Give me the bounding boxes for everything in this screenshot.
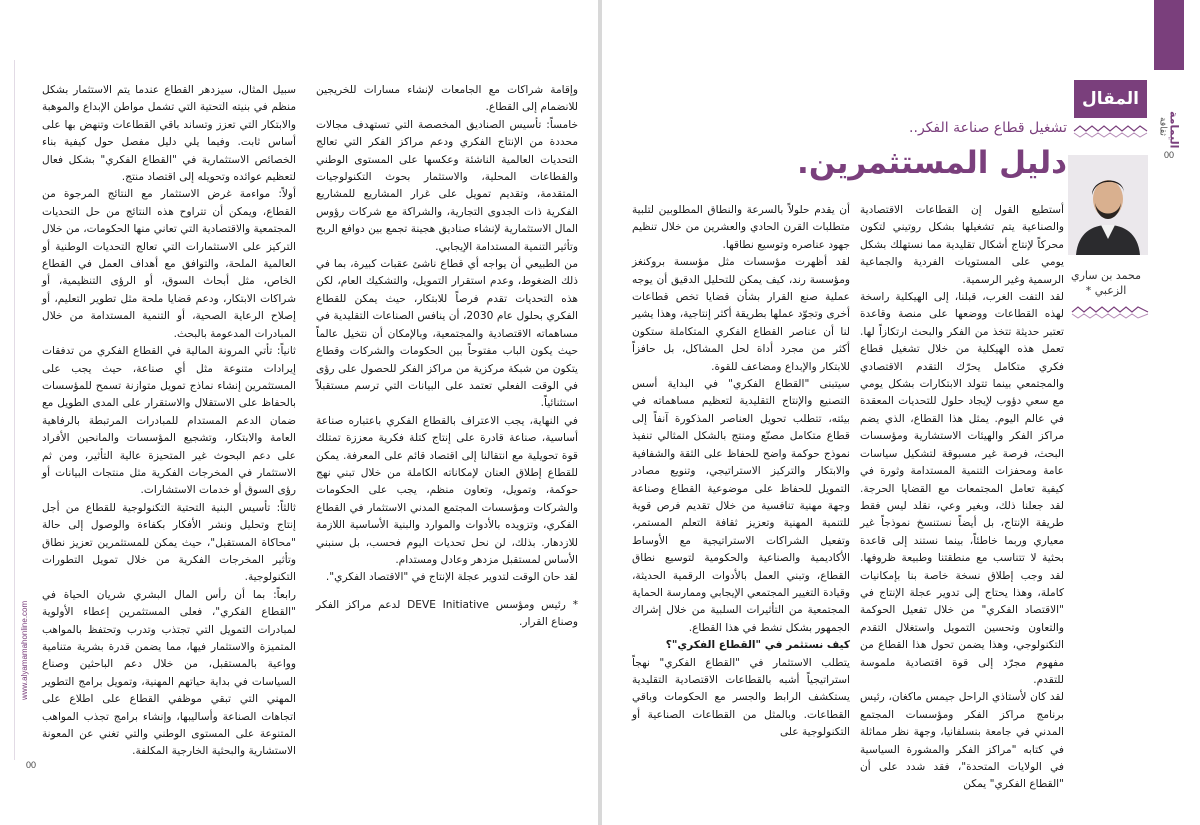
article-column-right-2 xyxy=(632,202,850,762)
paragraph-spacer xyxy=(316,587,578,597)
article-headline: دليل المستثمرين. xyxy=(797,145,1067,181)
paragraph: سبيل المثال، سيزدهر القطاع عندما يتم الاستثمار بشكل منظم في بنيته التحتية التي تشمل مواطن الإبداع والموهبة والابتكار التي تعزز وتساند باقي القطاعات وتنهض بها على أساس ثابت. وفيما يلي دليل مفصل حول كيفية بناء الخصائص الاستثمارية في "القطاع الفكري" بشكل فعال لتعظيم عوائده وتحويله إلى اقتصاد منتج. xyxy=(42,84,296,184)
paragraph: أستطيع القول إن القطاعات الاقتصادية والصناعية يتم تشغيلها بشكل روتيني لتكون محركاً لإنتاج أشكال تقليدية مما نستهلك بشكل يومي على المستويات الفردية والجماعية الرسمية وغير الرسمية. xyxy=(860,204,1064,286)
article-column-right-1 xyxy=(860,202,1064,791)
paragraph: ثالثاً: تأسيس البنية التحتية التكنولوجية للقطاع من أجل إنتاج وتحليل ونشر الأفكار بكفاءة والوصول إلى حالة "محاكاة المستقبل"، حيث يمكن للمستثمرين تعزيز نطاق وتأثير المخرجات الفكرية من خلال تمويل التطورات التكنولوجية. xyxy=(42,501,296,584)
paragraph: من الطبيعي أن يواجه أي قطاع ناشئ عقبات كبيرة، بما في ذلك الضغوط، وعدم استقرار التمويل، والتشكيك العام، لكن هذه التحديات تقدم فرصاً للابتكار، حيث يمكن للقطاع الفكري بحلول عام 2030، أن ينافس الصناعات التقليدية في مساهماته الاقتصادية والمجتمعية، وبالإمكان أن نتخيل عالماً حيث يكون الباب مفتوحاً بين الحكومات والشركات وقطاع يتكون من شبكة مركزية من مراكز الفكر للحصول على رؤى في الوقت الفعلي تعتمد على البيانات التي ترسم مستقبلاً استثنائياً. xyxy=(316,258,578,410)
article-title-block xyxy=(742,110,1067,190)
paragraph: في النهاية، يجب الاعتراف بالقطاع الفكري باعتباره صناعة أساسية، صناعة قادرة على إنتاج كتلة فكرية معززة تمتلك قوة تحويلية مع انتقالنا إلى اقتصاد قائم على المعرفة. يمكن للقطاع إطلاق العنان لإمكاناته الكاملة من خلال تبني نهج حوكمة، وتمويل، وتعاون منظم، يجب على الحكومات والشركات ومؤسسات المجتمع المدني الاستثمار في القطاع الفكري، وتزويده بالأدوات والموارد والبنية الأساسية اللازمة للازدهار. بذلك، لن نحل تحديات اليوم فحسب، بل سنبني الأساس لمستقبل مزدهر وعادل ومستدام. xyxy=(316,414,578,566)
brand-section: ثقافة xyxy=(1157,116,1168,136)
paragraph: خامساً: تأسيس الصناديق المخصصة التي تستهدف مجالات محددة من الإنتاج الفكري ودعم مراكز الفكر التي تعالج التحديات العالمية الناشئة وعكسها على المستوى الوطني والقطاعات المحلية، والاستثمار بحوث التكنولوجيات المتقدمة، وتقديم تمويل على غرار المشاريع للمشاريع الفكرية ذات الجدوى التجارية، والشراكة مع شركات رؤوس المال الاستثمارية لإنشاء صناديق هجينة تجمع بين دوافع الربح وتأثير التنمية المستدامة الإيجابي. xyxy=(316,118,578,253)
section-label: المقال xyxy=(1074,80,1147,118)
ornament-divider-icon xyxy=(1074,124,1147,138)
author-photo xyxy=(1068,155,1148,255)
paragraph: يتطلب الاستثمار في "القطاع الفكري" نهجاً استراتيجياً أشبه بالقطاعات الاقتصادية التقليدية يستكشف الرابط والجسر مع الحكومات وباقي القطاعات. وبالمثل من القطاعات الصناعية أو التكنولوجية على xyxy=(632,656,850,739)
subheading: كيف نستثمر في "القطاع الفكري"؟ xyxy=(665,639,850,652)
paragraph: رابعاً: بما أن رأس المال البشري شريان الحياة في "القطاع الفكري"، فعلى المستثمرين إعطاء الأولوية لمبادرات التمويل التي تجتذب وتدرب وتحتفظ بالمواهب المتميزة والاستثمار فيها، مما يضمن قدرة بشرية متنامية وواعية بالمستقبل، من خلال دعم الباحثين وصناع السياسات في بداية حياتهم المهنية، وتمويل برامج التطوير المهني التي تبقي موظفي القطاع على اطلاع على اتجاهات الصناعة وأساليبها، وإنشاء برامج تجذب المواهب المتنوعة على المستوى الوطني والتي تغني عن المعونة الاستشارية والبحثية الخارجية المكلفة. xyxy=(42,588,296,758)
article-column-left-1 xyxy=(42,82,296,758)
article-kicker: تشغيل قطاع صناعة الفكر.. xyxy=(909,120,1067,136)
paragraph: لقد حان الوقت لتدوير عجلة الإنتاج في "الاقتصاد الفكري". xyxy=(325,571,578,584)
brand-name: اليمامة xyxy=(1167,111,1181,149)
paragraph: أن يقدم حلولاً بالسرعة والنطاق المطلوبين لتلبية متطلبات القرن الحادي والعشرين من خلال تنظيم جهود عناصره وتوسيع نطاقها. xyxy=(632,204,850,251)
author-name: محمد بن ساري الزعبي * xyxy=(1070,269,1142,297)
ornament-divider-icon xyxy=(1072,305,1148,319)
gutter-rule xyxy=(14,60,15,760)
right-page xyxy=(602,0,1200,825)
paragraph: وإقامة شراكات مع الجامعات لإنشاء مسارات للخريجين للانضمام إلى القطاع. xyxy=(316,84,578,114)
author-footnote: * رئيس ومؤسس DEVE Initiative لدعم مراكز الفكر وصناع القرار. xyxy=(316,598,579,629)
magazine-brand xyxy=(1154,70,1184,190)
website-url[interactable]: www.alyamamahonline.com xyxy=(20,600,29,700)
page-number: 00 xyxy=(1164,150,1175,160)
side-strip-accent xyxy=(1154,0,1184,70)
article-column-left-2 xyxy=(316,82,578,742)
paragraph: أولاً: مواءمة غرض الاستثمار مع النتائج المرجوة من القطاع، ويمكن أن تتراوح هذه النتائج من حل التحديات المجتمعية والاقتصادية التي تعاني منها الحكومات، من خلال التركيز على الاستثمارات التي تعالج التحديات الوطنية أو العالمية الملحة، والتوافق مع أهداف العمل في القطاع الخاص، مثل أبحاث السوق، أو الرؤى التنظيمية، أو شراكات الابتكار، ودعم قضايا ملحة مثل تطوير التعليم، أو إصلاح الرعاية الصحية، أو التنمية المستدامة من خلال المبادرات المدعومة بالبحث. xyxy=(42,188,296,340)
page-number: 00 xyxy=(26,760,37,770)
paragraph: لقد أظهرت مؤسسات مثل مؤسسة بروكنغز ومؤسسة رند، كيف يمكن للتحليل الدقيق أن يوجه عملية صنع القرار بشأن قضايا تخص قطاعات أخرى وتجوّد عملها بطريقة أكثر إنتاجية، وهذا يشير لنا أن عناصر القطاع الفكري المتكاملة ستكون أكثر من مجرد أداة لحل المشاكل، بل حافزاً للابتكار والإبداع ومضاعف للقوة. xyxy=(632,256,850,373)
paragraph: ثانياً: تأتي المرونة المالية في القطاع الفكري من تدفقات إيرادات متنوعة مثل أي صناعة، حيث يجب على المستثمرين إنشاء نماذج تمويل متوازنة تسمح للمؤسسات بالحفاظ على الاستقلال والاستقرار على المدى الطويل مع ضمان الدعم المستدام للمبادرات المرتبطة بالرفاهية العامة والابتكار، وتشجيع المؤسسات والمانحين الأفراد على دعم البحوث غير المتحيزة عالية التأثير، ومن ثم الاستثمار في المخرجات الفكرية مثل منتجات البيانات أو رؤى السوق أو خدمات الاستشارات. xyxy=(42,345,296,497)
paragraph: سيتبنى "القطاع الفكري" في البداية أسس التصنيع والإنتاج التقليدية لتعظيم مساهماته في بيئته، تتطلب تحويل العناصر المذكورة آنفاً إلى قطاع متكامل مصنّع ومنتج بالشكل المثالي تنفيذ نموذج حوكمة واضح للحفاظ على الثقة والشفافية والابتكار والتركيز الاستراتيجي، وتنويع مصادر التمويل للحفاظ على موضوعية القطاع وصناعة وجهة مهنية تنافسية من خلال تقديم فرص قوية للتنمية المهنية وتعزيز ثقافة التعلم المستمر، وتفعيل الشراكات الاستراتيجية مع الأوساط الأكاديمية والصناعية والحكومية لتوسيع نطاق القطاع، وتبني العمل بالأدوات الرقمية الحديثة، وقيادة التغيير المجتمعي الإيجابي وممارسة الحماية المجتمعية من التأثيرات السلبية من خلال إشراك الجمهور بشكل نشط في هذا القطاع. xyxy=(632,378,850,634)
paragraph: لقد كان لأستاذي الراحل جيمس ماكغان، رئيس برنامج مراكز الفكر ومؤسسات المجتمع المدني في جامعة بنسلفانيا، وجهة نظر مماثلة في كتابه "مراكز الفكر والمشورة السياسية في الولايات المتحدة"، فقد شدد على أن "القطاع الفكري" يمكن xyxy=(860,691,1064,791)
left-page xyxy=(0,0,598,825)
paragraph: لقد التفت الغرب، قبلنا، إلى الهيكلية راسخة لهذه القطاعات ووضعها على منصة وقاعدة تعتبر حديثة تتخذ من الفكر والبحث ارتكازاً لها. تعمل هذه الهيكلية من خلال تشغيل قطاع فكري متكامل يحرّك التقدم الاقتصادي والمجتمعي بينما تتولد الابتكارات بشكل يومي مع سعي دؤوب لإيجاد حلول للتحديات المعقدة في عالم اليوم. يمثل هذا القطاع، الذي يضم مراكز الفكر والهيئات الاستشارية ومؤسسات البحث، فرصة غير مسبوقة لتشكيل سياسات عامة ومحفزات التنمية المستدامة وثورة في كيفية تعامل المجتمعات مع القضايا الحرجة. لقد جعلنا ذلك، وبغير وعي، نقلد ليس فقط طريقة الإنتاج، بل أيضاً نستنسخ نموذجاً غير معياري وربما خاطئاً، بينما نستند إلى قاعدة بحثية لا تتناسب مع منطقتنا وطبيعة ظروفها. لقد وجب إطلاق نسخة خاصة بنا بإمكانيات كاملة، وهذا يحتاج إلى تدوير عجلة الإنتاج في "الاقتصاد الفكري" من خلال تفعيل الحوكمة والتعاون وتحسين التمويل واستغلال التقدم التكنولوجي، وهذا يضمن تحول هذا القطاع من مفهوم مجرّد إلى قوة اقتصادية ملموسة للتقدم. xyxy=(860,291,1064,686)
